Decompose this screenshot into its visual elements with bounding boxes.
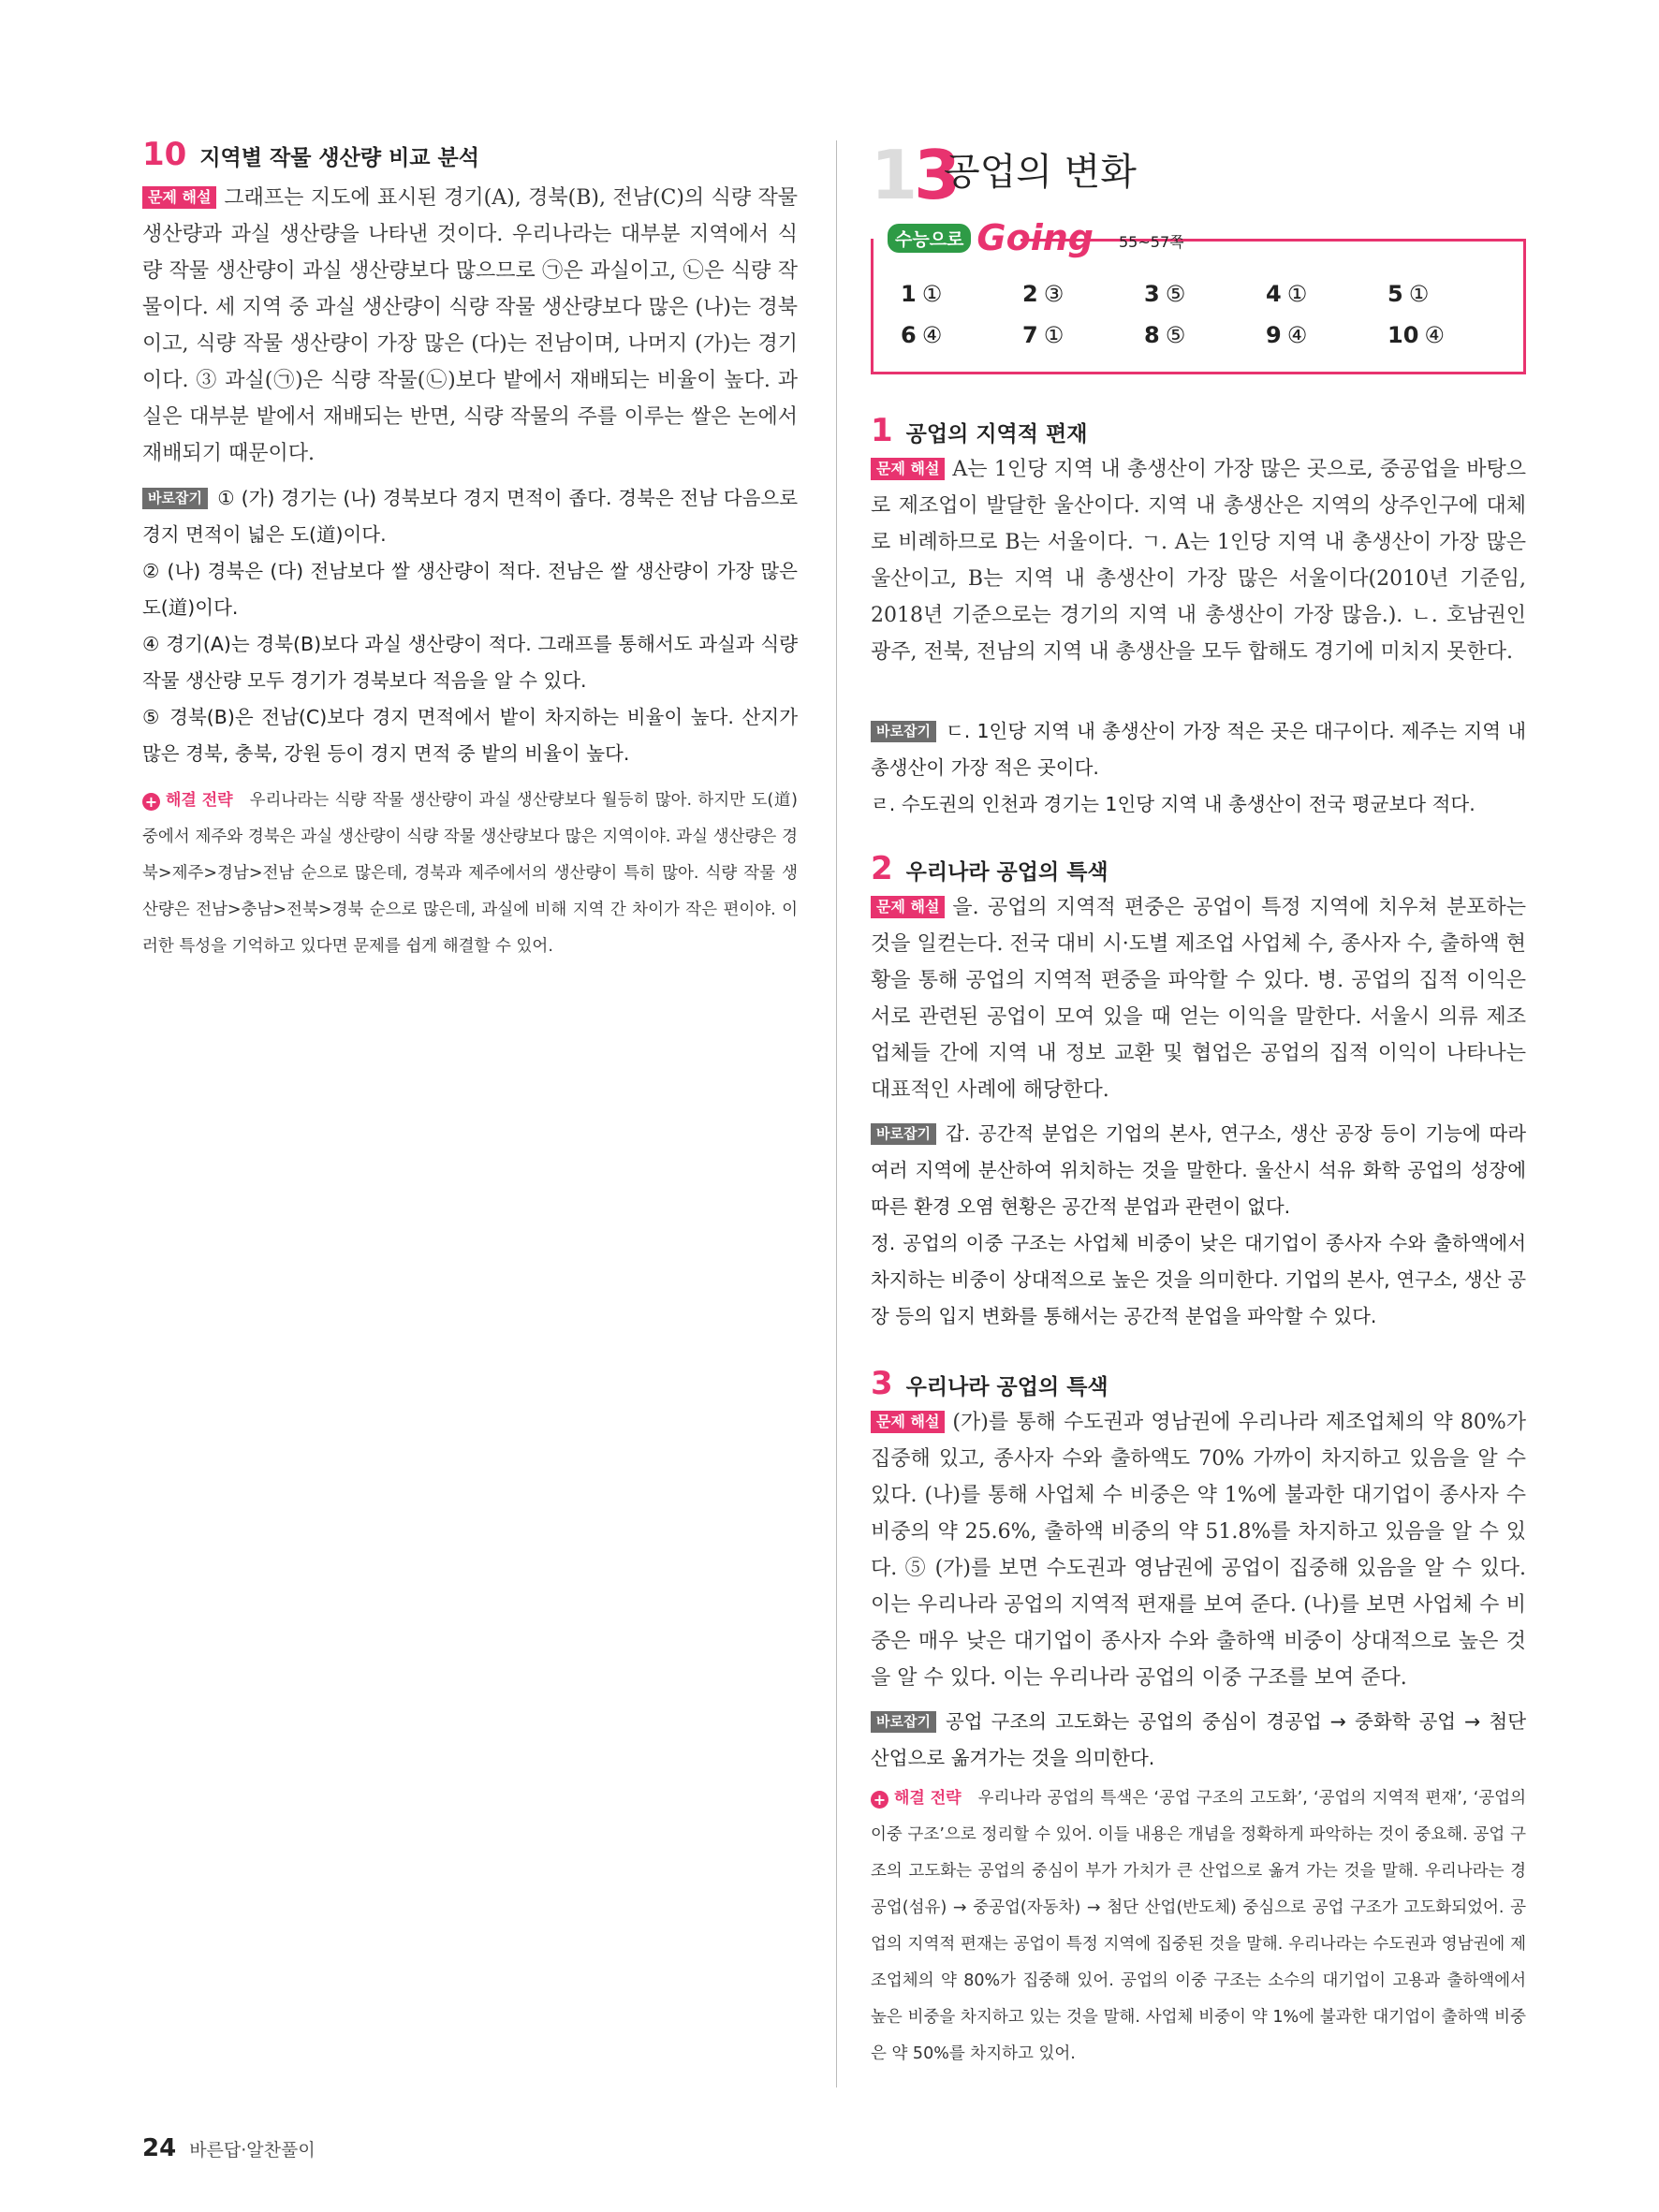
- going-badge: 수능으로: [888, 224, 971, 253]
- column-divider: [836, 140, 837, 2087]
- correction-tag: 바로잡기: [871, 1123, 936, 1145]
- section-title: 공업의 변화: [944, 151, 1137, 194]
- answer-item: 1 ①: [901, 281, 943, 307]
- plus-icon: +: [142, 793, 160, 811]
- going-box-top-line: [1020, 239, 1526, 242]
- q3-corrections: [871, 1704, 1526, 1777]
- q3-explanation: [871, 1404, 1526, 1696]
- strategy-text: 우리나라 공업의 특색은 ‘공업 구조의 고도화’, ‘공업의 지역적 편재’, ‘공업의 이중 구조’으로 정리할 수 있어. 이들 내용은 개념을 정확하게 파악하는 것이 중요해. 공업 구조의 고도화는 공업의 중심이 부가 가치가 큰 산업으로 옮겨 가는 것을 말해. 우리나라는 경공업(섬유) → 중공업(자동차) → 첨단 산업(반도체) 중심으로 공업 구조가 고도화되었어. 공업의 지역적 편재는 공업이 특정 지역에 집중된 것을 말해. 우리나라는 수도권과 영남권에 제조업체의 약 80%가 집중해 있어. 공업의 이중 구조는 소수의 대기업이 고용과 출하액에서 높은 비중을 차지하고 있는 것을 말해. 사업체 비중이 약 1%에 불과한 대기업이 출하액 비중은 약 50%를 차지하고 있어.: [871, 1789, 1526, 2063]
- going-pages: 55~57쪽: [1119, 233, 1184, 251]
- question-1-header: [871, 412, 1087, 449]
- correction-tag: 바로잡기: [142, 488, 208, 509]
- q10-explanation: [142, 180, 798, 472]
- correction-2: ② (나) 경북은 (다) 전남보다 쌀 생산량이 적다. 전남은 쌀 생산량이 가장 많은 도(道)이다.: [142, 560, 798, 619]
- explanation-text: 그래프는 지도에 표시된 경기(A), 경북(B), 전남(C)의 식량 작물 생산량과 과실 생산량을 나타낸 것이다. 우리나라는 대부분 지역에서 식량 작물 생산량이 과실 생산량보다 많으므로 ㉠은 과실이고, ㉡은 식량 작물이다. 세 지역 중 과실 생산량이 식량 작물 생산량보다 많은 (나)는 경북이고, 식량 작물 생산량이 가장 많은 (다)는 전남이며, 나머지 (가)는 경기이다. ③ 과실(㉠)은 식량 작물(㉡)보다 밭에서 재배되는 비율이 높다. 과실은 대부분 밭에서 재배되는 반면, 식량 작물의 주를 이루는 쌀은 논에서 재배되기 때문이다.: [142, 186, 798, 465]
- q10-corrections: [142, 480, 798, 772]
- answer-item: 9 ④: [1266, 322, 1308, 348]
- explanation-text: (가)를 통해 수도권과 영남권에 우리나라 제조업체의 약 80%가 집중해 있고, 종사자 수와 출하액도 70% 가까이 차지하고 있음을 알 수 있다. (나)를 통해 사업체 수 비중은 약 1%에 불과한 대기업이 종사자 수 비중의 약 25.6%, 출하액 비중의 약 51.8%를 차지하고 있음을 알 수 있다. ⑤ (가)를 보면 수도권과 영남권에 공업이 집중해 있음을 알 수 있다. 이는 우리나라 공업의 지역적 편재를 보여 준다. (나)를 보면 사업체 수 비중은 매우 낮은 대기업이 종사자 수와 출하액 비중이 상대적으로 높은 것을 알 수 있다. 이는 우리나라 공업의 이중 구조를 보여 준다.: [871, 1411, 1526, 1690]
- q2-explanation: [871, 889, 1526, 1108]
- question-title: 우리나라 공업의 특색: [905, 860, 1108, 885]
- page-footer: [142, 2134, 316, 2162]
- question-title: 공업의 지역적 편재: [905, 422, 1088, 447]
- question-title: 우리나라 공업의 특색: [905, 1375, 1108, 1399]
- answer-item: 2 ③: [1022, 281, 1064, 307]
- correction-a: ㄷ. 1인당 지역 내 총생산이 가장 적은 곳은 대구이다. 제주는 지역 내 총생산이 가장 적은 곳이다.: [871, 720, 1526, 779]
- correction-a: 공업 구조의 고도화는 공업의 중심이 경공업 → 중화학 공업 → 첨단 산업으로 옮겨가는 것을 의미한다.: [871, 1710, 1526, 1769]
- correction-b: 정. 공업의 이중 구조는 사업체 비중이 낮은 대기업이 종사자 수와 출하액에서 차지하는 비중이 상대적으로 높은 것을 의미한다. 기업의 본사, 연구소, 생산 공장 등의 입지 변화를 통해서는 공간적 분업을 파악할 수 있다.: [871, 1232, 1526, 1327]
- correction-5: ⑤ 경북(B)은 전남(C)보다 경지 면적에서 밭이 차지하는 비율이 높다. 산지가 많은 경북, 충북, 강원 등이 경지 면적 중 밭의 비율이 높다.: [142, 706, 798, 765]
- explanation-text: A는 1인당 지역 내 총생산이 가장 많은 곳으로, 중공업을 바탕으로 제조업이 발달한 울산이다. 지역 내 총생산은 지역의 상주인구에 대체로 비례하므로 B는 서울이다. ㄱ. A는 1인당 지역 내 총생산이 가장 많은 울산이고, B는 지역 내 총생산이 가장 많은 서울이다(2010년 기준임, 2018년 기준으로는 경기의 지역 내 총생산이 가장 많음.). ㄴ. 호남권인 광주, 전북, 전남의 지역 내 총생산을 모두 합해도 경기에 미치지 못한다.: [871, 458, 1526, 664]
- going-word: Going: [976, 217, 1094, 258]
- correction-b: ㄹ. 수도권의 인천과 경기는 1인당 지역 내 총생산이 전국 평균보다 적다.: [871, 793, 1475, 815]
- plus-icon: +: [871, 1791, 888, 1809]
- correction-a: 갑. 공간적 분업은 기업의 본사, 연구소, 생산 공장 등이 기능에 따라 여러 지역에 분산하여 위치하는 것을 말한다. 울산시 석유 화학 공업의 성장에 따른 환경 오염 현황은 공간적 분업과 관련이 없다.: [871, 1122, 1526, 1218]
- question-title: 지역별 작물 생산량 비교 분석: [199, 146, 479, 170]
- explanation-text: 을. 공업의 지역적 편중은 공업이 특정 지역에 치우쳐 분포하는 것을 일컫는다. 전국 대비 시·도별 제조업 사업체 수, 종사자 수, 출하액 현황을 통해 공업의 지역적 편중을 파악할 수 있다. 병. 공업의 집적 이익은 서로 관련된 공업이 모여 있을 때 얻는 이익을 말한다. 서울시 의류 제조업체들 간에 지역 내 정보 교환 및 협업은 공업의 집적 이익이 나타나는 대표적인 사례에 해당한다.: [871, 896, 1526, 1102]
- question-number: 3: [871, 1365, 893, 1402]
- q1-corrections: [871, 713, 1526, 823]
- correction-tag: 바로잡기: [871, 1711, 936, 1733]
- strategy-tag: + 해결 전략: [142, 783, 233, 819]
- question-number: 1: [871, 412, 893, 449]
- question-10-header: [142, 136, 479, 173]
- answer-item: 4 ①: [1266, 281, 1308, 307]
- question-3-header: [871, 1365, 1108, 1402]
- answer-item: 5 ①: [1387, 281, 1430, 307]
- answer-grid: [901, 281, 1509, 348]
- explanation-tag: 문제 해설: [142, 186, 216, 209]
- answer-item: 3 ⑤: [1144, 281, 1186, 307]
- going-logo: [888, 217, 1094, 258]
- question-2-header: [871, 850, 1108, 887]
- question-number: 10: [142, 136, 187, 173]
- explanation-tag: 문제 해설: [871, 1411, 945, 1433]
- q2-corrections: [871, 1116, 1526, 1335]
- answer-item: 8 ⑤: [1144, 322, 1186, 348]
- strategy-tag: + 해결 전략: [871, 1780, 962, 1817]
- explanation-tag: 문제 해설: [871, 896, 945, 918]
- q10-strategy: [142, 783, 798, 965]
- correction-tag: 바로잡기: [871, 721, 936, 742]
- answer-item: 7 ①: [1022, 322, 1064, 348]
- strategy-text: 우리나라는 식량 작물 생산량이 과실 생산량보다 월등히 많아. 하지만 도(道) 중에서 제주와 경북은 과실 생산량이 식량 작물 생산량보다 많은 지역이야. 과실 생산량은 경북>제주>경남>전남 순으로 많은데, 경북과 제주에서의 생산량이 특히 많아. 식량 작물 생산량은 전남>충남>전북>경북 순으로 많은데, 과실에 비해 지역 간 차이가 작은 편이야. 이러한 특성을 기억하고 있다면 문제를 쉽게 해결할 수 있어.: [142, 791, 798, 956]
- section-number: 13: [871, 136, 958, 214]
- explanation-tag: 문제 해설: [871, 458, 945, 480]
- q3-strategy: [871, 1780, 1526, 2073]
- answer-item: 10 ④: [1387, 322, 1445, 348]
- page-number: 24: [142, 2134, 177, 2162]
- question-number: 2: [871, 850, 893, 887]
- answer-item: 6 ④: [901, 322, 943, 348]
- q1-explanation: [871, 451, 1526, 670]
- correction-1: ① (가) 경기는 (나) 경북보다 경지 면적이 좁다. 경북은 전남 다음으로 경지 면적이 넓은 도(道)이다.: [142, 487, 798, 546]
- book-name: 바른답·알찬풀이: [189, 2140, 316, 2161]
- correction-4: ④ 경기(A)는 경북(B)보다 과실 생산량이 적다. 그래프를 통해서도 과실과 식량 작물 생산량 모두 경기가 경북보다 적음을 알 수 있다.: [142, 633, 798, 692]
